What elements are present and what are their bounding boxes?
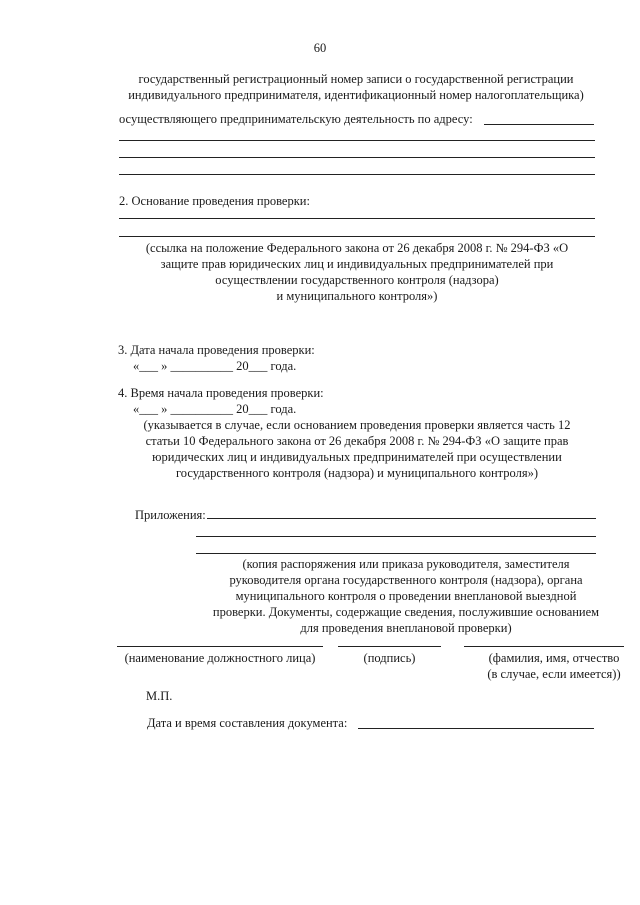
attachments-line-2[interactable] [196, 536, 596, 537]
section-2-note-1: (ссылка на положение Федерального закона от 26 декабря 2008 г. № 294-ФЗ «О [145, 241, 569, 255]
attachments-label: Приложения: [135, 508, 206, 522]
attachments-note-5: для проведения внеплановой проверки) [300, 621, 512, 635]
basis-line-1[interactable] [119, 218, 595, 219]
section-4-note-3: юридических лиц и индивидуальных предпринимателей при осуществлении [152, 450, 562, 464]
attachments-note-2: руководителя органа государственного контроля (надзора), органа [229, 573, 583, 587]
official-name-line[interactable] [117, 646, 323, 647]
signature-line[interactable] [338, 646, 441, 647]
section-2-note-4: и муниципального контроля») [276, 289, 438, 303]
address-line-2[interactable] [119, 140, 595, 141]
attachments-line-3[interactable] [196, 553, 596, 554]
official-caption: (наименование должностного лица) [124, 651, 316, 665]
attachments-note-1: (копия распоряжения или приказа руководителя, заместителя [242, 557, 570, 571]
signature-caption: (подпись) [363, 651, 416, 665]
full-name-line[interactable] [464, 646, 624, 647]
section-4-heading: 4. Время начала проведения проверки: [118, 386, 324, 400]
section-4-note-4: государственного контроля (надзора) и муниципального контроля») [175, 466, 539, 480]
stamp-place: М.П. [146, 689, 173, 703]
section-2-heading: 2. Основание проведения проверки: [119, 194, 310, 208]
datetime-label: Дата и время составления документа: [147, 716, 348, 730]
full-name-caption-1: (фамилия, имя, отчество [488, 651, 620, 665]
address-label: осуществляющего предпринимательскую деятельность по адресу: [119, 112, 473, 126]
full-name-caption-2: (в случае, если имеется)) [487, 667, 621, 681]
intro-line-2: индивидуального предпринимателя, идентификационный номер налогоплательщика) [128, 88, 584, 102]
section-3-heading: 3. Дата начала проведения проверки: [118, 343, 315, 357]
datetime-field-line[interactable] [358, 728, 594, 729]
address-line-3[interactable] [119, 157, 595, 158]
intro-line-1: государственный регистрационный номер записи о государственной регистрации [138, 72, 574, 86]
section-4-note-2: статьи 10 Федерального закона от 26 декабря 2008 г. № 294-ФЗ «О защите прав [145, 434, 569, 448]
section-4-date-line[interactable]: «___ » __________ 20___ года. [133, 402, 297, 416]
section-3-date-line[interactable]: «___ » __________ 20___ года. [133, 359, 297, 373]
attachments-line-1[interactable] [207, 518, 596, 519]
attachments-note-3: муниципального контроля о проведении внеплановой выездной [235, 589, 577, 603]
section-2-note-3: осуществлении государственного контроля (надзора) [215, 273, 499, 287]
address-line-4[interactable] [119, 174, 595, 175]
section-4-note-1: (указывается в случае, если основанием проведения проверки является часть 12 [143, 418, 571, 432]
section-2-note-2: защите прав юридических лиц и индивидуальных предпринимателей при [160, 257, 554, 271]
page-number: 60 [313, 41, 327, 55]
basis-line-2[interactable] [119, 236, 595, 237]
address-field-line[interactable] [484, 124, 594, 125]
attachments-note-4: проверки. Документы, содержащие сведения, послужившие основанием [212, 605, 600, 619]
